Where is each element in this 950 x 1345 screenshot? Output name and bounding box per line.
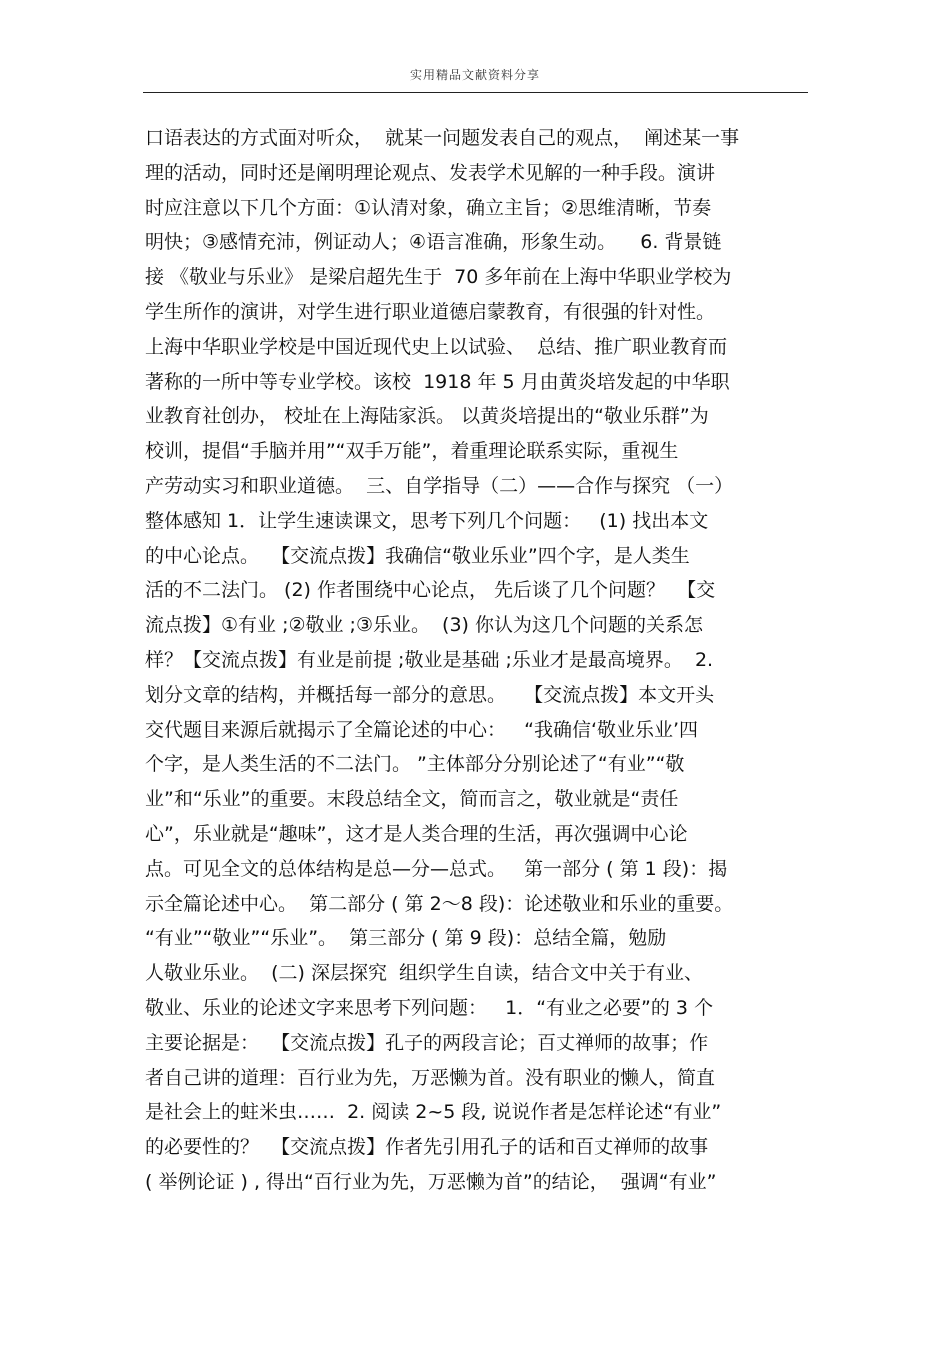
text-line: 是社会上的蛀米虫…… 2. 阅读 2~5 段, 说说作者是怎样论述“有业”	[145, 1101, 722, 1124]
text-line: 个字，是人类生活的不二法门。 ”主体部分分别论述了“有业”“敬	[145, 753, 685, 776]
text-line: 明快；③感情充沛，例证动人；④语言准确，形象生动。 6. 背景链	[145, 231, 722, 254]
text-line: 时应注意以下几个方面：①认清对象，确立主旨；②思维清晰，节奏	[145, 196, 712, 219]
text-line: 著称的一所中等专业学校。该校 1918 年 5 月由黄炎培发起的中华职	[145, 370, 730, 393]
text-line: “有业”“敬业”“乐业”。 第三部分 ( 第 9 段)：总结全篇，勉励	[145, 927, 667, 950]
text-line: 点。可见全文的总体结构是总—分—总式。 第一部分 ( 第 1 段)：揭	[145, 857, 728, 880]
text-line: 敬业、乐业的论述文字来思考下列问题： 1．“有业之必要”的 3 个	[145, 996, 714, 1019]
text-line: 的中心论点。 【交流点拨】我确信“敬业乐业”四个字，是人类生	[145, 544, 690, 567]
text-line: 主要论据是： 【交流点拨】孔子的两段言论；百丈禅师的故事；作	[145, 1031, 709, 1054]
header-divider	[143, 92, 808, 93]
text-line: 的必要性的？ 【交流点拨】作者先引用孔子的话和百丈禅师的故事	[145, 1136, 709, 1159]
text-line: 校训，提倡“手脑并用”“双手万能”，着重理论联系实际，重视生	[145, 440, 679, 463]
text-line: 活的不二法门。 (2) 作者围绕中心论点， 先后谈了几个问题？ 【交	[145, 579, 716, 602]
text-line: 样？【交流点拨】有业是前提 ;敬业是基础 ;乐业才是最高境界。 2.	[145, 648, 714, 671]
text-line: 人敬业乐业。 (二) 深层探究 组织学生自读，结合文中关于有业、	[145, 962, 704, 985]
text-line: 整体感知 1．让学生速读课文，思考下列几个问题： (1) 找出本文	[145, 509, 709, 532]
text-line: ( 举例论证 ) , 得出“百行业为先，万恶懒为首”的结论， 强调“有业”	[145, 1170, 717, 1193]
text-line: 口语表达的方式面对听众， 就某一问题发表自己的观点， 阐述某一事	[145, 127, 740, 149]
text-line: 理的活动，同时还是阐明理论观点、发表学术见解的一种手段。演讲	[145, 161, 716, 184]
text-line: 上海中华职业学校是中国近现代史上以试验、 总结、推广职业教育而	[145, 335, 728, 358]
text-line: 流点拨】①有业 ;②敬业 ;③乐业。 (3) 你认为这几个问题的关系怎	[145, 614, 704, 637]
text-line: 交代题目来源后就揭示了全篇论述的中心： “我确信‘敬业乐业’四	[145, 718, 699, 741]
text-line: 学生所作的演讲，对学生进行职业道德启蒙教育，有很强的针对性。	[145, 300, 716, 323]
text-line: 业”和“乐业”的重要。末段总结全文，简而言之，敬业就是“责任	[145, 788, 679, 811]
text-line: 示全篇论述中心。 第二部分 ( 第 2～8 段)：论述敬业和乐业的重要。	[145, 892, 734, 915]
text-line: 者自己讲的道理：百行业为先，万恶懒为首。没有职业的懒人，简直	[145, 1066, 716, 1089]
page-header-title: 实用精品文献资料分享	[409, 68, 540, 82]
text-line: 接 《敬业与乐业》 是梁启超先生于 70 多年前在上海中华职业学校为	[145, 266, 732, 289]
text-line: 产劳动实习和职业道德。 三、自学指导（二）——合作与探究 （一）	[145, 474, 734, 497]
text-line: 业教育社创办， 校址在上海陆家浜。 以黄炎培提出的“敬业乐群”为	[145, 405, 709, 428]
text-line: 划分文章的结构，并概括每一部分的意思。 【交流点拨】本文开头	[145, 683, 715, 706]
text-line: 心”，乐业就是“趣味”，这才是人类合理的生活，再次强调中心论	[145, 822, 688, 845]
body-text	[145, 121, 810, 1200]
